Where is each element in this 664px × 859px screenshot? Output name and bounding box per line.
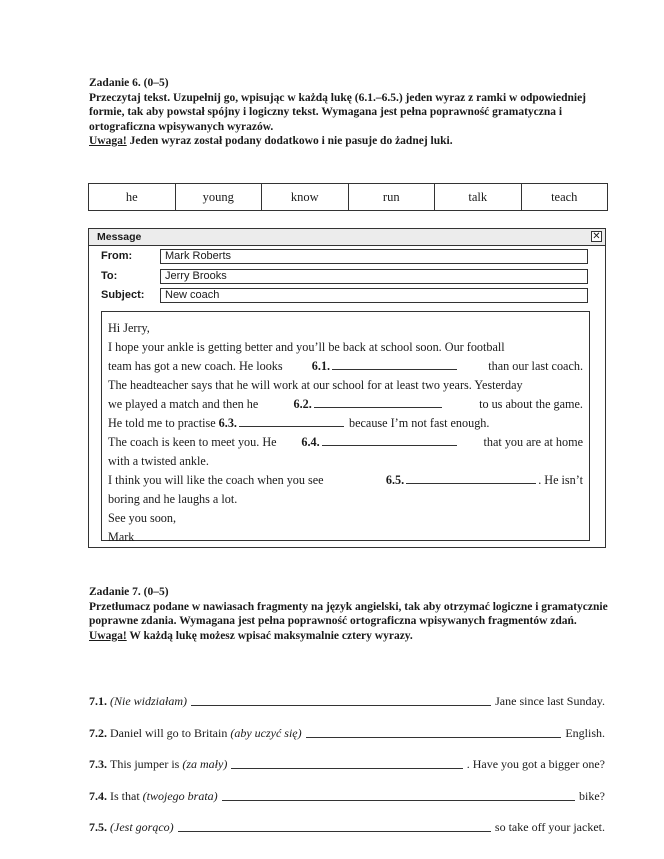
- line-text: that you are at home: [483, 435, 583, 449]
- translation-item: [89, 756, 605, 772]
- task-7-header: [89, 585, 609, 643]
- item-post: bike?: [579, 789, 605, 803]
- gap-number: 6.5.: [385, 473, 405, 487]
- message-line: with a twisted ankle.: [108, 454, 209, 468]
- message-line: Mark: [108, 530, 135, 544]
- answer-line-7-3[interactable]: [231, 757, 462, 769]
- to-label: To:: [101, 270, 118, 282]
- message-line: The headteacher says that he will work at our school for at least two years. Yesterday: [108, 378, 523, 392]
- item-post: Jane since last Sunday.: [495, 694, 605, 708]
- task-7-instruction: Przetłumacz podane w nawiasach fragmenty na język angielski, tak aby otrzymać logiczne i gramatycznie poprawne zdania. Wymagana jest pełna poprawność ortograficzna wpisywanych fragmentów zdań.: [89, 600, 608, 627]
- message-line: [108, 471, 583, 490]
- item-hint: (Nie widziałam): [110, 694, 187, 708]
- line-text: team has got a new coach. He looks: [108, 359, 283, 373]
- task-7-title: Zadanie 7. (0–5): [89, 586, 169, 598]
- line-text: we played a match and then he: [108, 397, 259, 411]
- word-bank-item: run: [349, 184, 436, 210]
- message-line: Hi Jerry,: [108, 321, 150, 335]
- translation-item: [89, 725, 605, 741]
- item-post: English.: [565, 726, 605, 740]
- task-7-warning-label: Uwaga!: [89, 629, 127, 642]
- task-6-warning-text: Jeden wyraz został podany dodatkowo i nie pasuje do żadnej luki.: [126, 135, 453, 147]
- answer-line-7-4[interactable]: [222, 789, 575, 801]
- to-field: [101, 269, 589, 285]
- gap-number: 6.4.: [301, 435, 320, 449]
- from-field: [101, 249, 589, 265]
- task-6-title: Zadanie 6. (0–5): [89, 77, 169, 89]
- subject-field: [101, 288, 589, 304]
- item-hint: (Jest gorąco): [110, 820, 174, 834]
- message-line: See you soon,: [108, 511, 177, 525]
- message-window-title: Message: [97, 231, 142, 243]
- word-bank: [88, 183, 608, 211]
- translation-item: [89, 788, 605, 804]
- message-line: I hope your ankle is getting better and you’ll be back at school soon. Our football: [108, 340, 505, 354]
- from-label: From:: [101, 250, 133, 262]
- line-text: than our last coach.: [488, 359, 583, 373]
- gap-number: 6.1.: [311, 359, 331, 373]
- line-text: The coach is keen to meet you. He: [108, 435, 277, 449]
- item-number: 7.2.: [89, 726, 107, 740]
- answer-line-7-2[interactable]: [306, 726, 562, 738]
- message-line: [108, 395, 583, 414]
- task-6-warning-label: Uwaga!: [89, 135, 127, 147]
- message-line: [108, 433, 583, 452]
- task-7-warning-text: W każdą lukę możesz wpisać maksymalnie cztery wyrazy.: [126, 629, 413, 642]
- message-window: [88, 228, 606, 548]
- message-title-bar: [89, 229, 605, 246]
- item-pre: This jumper is: [110, 757, 180, 771]
- gap-number: 6.2.: [293, 397, 312, 411]
- item-pre: Is that: [110, 789, 140, 803]
- to-value[interactable]: Jerry Brooks: [160, 269, 588, 284]
- close-icon[interactable]: ✕: [592, 231, 601, 242]
- word-bank-item: know: [262, 184, 349, 210]
- item-hint: (twojego brata): [142, 789, 218, 803]
- gap-6-3[interactable]: [239, 414, 344, 427]
- item-number: 7.5.: [89, 820, 107, 834]
- answer-line-7-1[interactable]: [191, 694, 491, 706]
- word-bank-item: teach: [551, 189, 578, 204]
- gap-6-1[interactable]: [332, 357, 457, 370]
- item-hint: (za mały): [182, 757, 228, 771]
- message-line: boring and he laughs a lot.: [108, 492, 238, 506]
- word-bank-item: he: [89, 184, 176, 210]
- line-text: I think you will like the coach when you see: [108, 473, 324, 487]
- task-6-instruction: Przeczytaj tekst. Uzupełnij go, wpisując w każdą lukę (6.1.–6.5.) jeden wyraz z ramki w odpowiedniej formie, tak aby powstał spójny i logiczny tekst. Wymagana jest pełna poprawność gramatyczna i ortograficzna wpisywanych wyrazów.: [89, 91, 587, 133]
- line-text: He told me to practise: [108, 416, 216, 430]
- item-number: 7.1.: [89, 694, 107, 708]
- line-text: because I’m not fast enough.: [349, 416, 490, 430]
- message-body: [101, 311, 590, 544]
- answer-line-7-5[interactable]: [178, 820, 491, 832]
- item-number: 7.3.: [89, 757, 107, 771]
- gap-6-5[interactable]: [406, 471, 536, 484]
- item-pre: Daniel will go to Britain: [110, 726, 228, 740]
- subject-label: Subject:: [101, 289, 145, 301]
- from-value[interactable]: Mark Roberts: [160, 249, 588, 264]
- message-line: [108, 357, 583, 376]
- translation-item: [89, 693, 605, 709]
- gap-6-2[interactable]: [314, 395, 442, 408]
- line-text: to us about the game.: [479, 397, 583, 411]
- message-line: [108, 414, 583, 433]
- word-bank-item: young: [176, 184, 263, 210]
- word-bank-item: talk: [435, 184, 522, 210]
- task-6-header: [89, 76, 609, 149]
- gap-6-4[interactable]: [322, 433, 457, 446]
- item-number: 7.4.: [89, 789, 107, 803]
- item-post: so take off your jacket.: [494, 820, 605, 834]
- subject-value[interactable]: New coach: [160, 288, 588, 303]
- translation-item: [89, 819, 605, 835]
- item-hint: (aby uczyć się): [230, 726, 302, 740]
- gap-number: 6.3.: [218, 416, 237, 430]
- line-text: . He isn’t: [538, 473, 583, 487]
- item-post: . Have you got a bigger one?: [466, 757, 605, 771]
